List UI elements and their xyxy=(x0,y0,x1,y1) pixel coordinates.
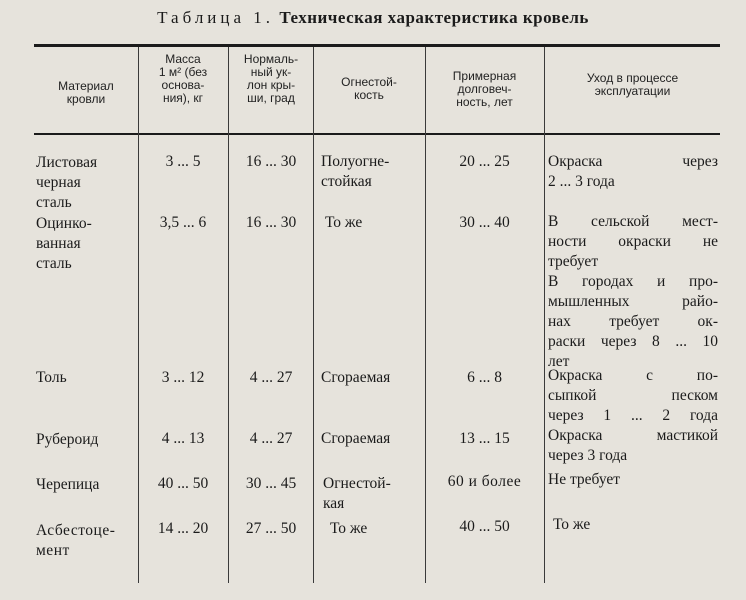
cell-fire: Сгораемая xyxy=(321,430,391,447)
cell-fire: Сгораемая xyxy=(321,369,391,386)
cell-fire: То же xyxy=(330,520,368,537)
table-number: Таблица 1. xyxy=(157,8,275,27)
top-rule xyxy=(34,44,720,47)
column-divider xyxy=(544,47,545,583)
cell-care xyxy=(548,426,718,466)
cell-life: 13 ... 15 xyxy=(459,430,510,447)
column-divider xyxy=(313,47,314,583)
cell-life: 30 ... 40 xyxy=(459,214,510,231)
care-line: Окраска с по- xyxy=(548,367,718,384)
care-line: мышленных райо- xyxy=(548,293,718,310)
care-line: через 3 года xyxy=(548,447,628,464)
care-line: В городах и про- xyxy=(548,273,718,290)
cell-life: 6 ... 8 xyxy=(467,369,502,386)
header-rule xyxy=(34,133,720,135)
cell-care xyxy=(548,470,718,490)
cell-material: Рубероид xyxy=(36,431,99,448)
cell-slope: 16 ... 30 xyxy=(245,153,297,170)
cell-fire: Полуогне- стойкая xyxy=(321,153,390,190)
cell-mass: 40 ... 50 xyxy=(157,475,209,492)
care-line: Окраска через xyxy=(548,153,718,170)
cell-mass: 3 ... 12 xyxy=(161,369,205,386)
cell-mass: 14 ... 20 xyxy=(157,520,209,537)
care-line: нах требует ок- xyxy=(548,313,718,330)
cell-life: 20 ... 25 xyxy=(459,153,510,170)
header-mass: Масса 1 м² (без основа- ния), кг xyxy=(158,52,208,105)
cell-slope: 4 ... 27 xyxy=(249,369,293,386)
cell-slope: 27 ... 50 xyxy=(245,520,297,537)
care-line: То же xyxy=(553,516,591,533)
care-line: Окраска мастикой xyxy=(548,427,718,444)
cell-material: Листовая черная сталь xyxy=(36,154,98,211)
column-divider xyxy=(425,47,426,583)
cell-slope: 30 ... 45 xyxy=(245,475,297,492)
cell-slope: 16 ... 30 xyxy=(245,214,297,231)
care-line: ности окраски не xyxy=(548,233,718,250)
column-divider xyxy=(138,47,139,583)
care-line: 2 ... 3 года xyxy=(548,173,615,190)
cell-care xyxy=(553,515,718,535)
header-care: Уход в процессе эксплуатации xyxy=(586,71,679,98)
care-line: сыпкой песком xyxy=(548,387,718,404)
cell-mass: 4 ... 13 xyxy=(161,430,205,447)
page-title xyxy=(0,8,746,28)
care-line: Не требует xyxy=(548,471,621,488)
cell-material: Толь xyxy=(36,369,67,386)
table-caption: Техническая характеристика кровель xyxy=(279,8,589,27)
cell-care xyxy=(548,366,718,426)
header-material: Материал кровли xyxy=(58,79,114,106)
column-divider xyxy=(228,47,229,583)
cell-care xyxy=(548,152,718,192)
cell-care xyxy=(548,212,718,372)
cell-fire: Огнестой- кая xyxy=(323,475,391,512)
cell-life: 40 ... 50 xyxy=(459,518,510,535)
cell-material: Черепица xyxy=(36,476,100,493)
cell-material: Асбестоце- мент xyxy=(36,522,116,559)
care-line: через 1 ... 2 года xyxy=(548,407,718,424)
header-slope: Нормаль- ный ук- лон кры- ши, град xyxy=(243,52,299,105)
cell-mass: 3,5 ... 6 xyxy=(159,214,207,231)
care-line: требует xyxy=(548,253,599,270)
header-life: Примерная долговеч- ность, лет xyxy=(452,69,517,109)
care-line: В сельской мест- xyxy=(548,213,718,230)
cell-life: 60 и более xyxy=(447,473,522,490)
cell-fire: То же xyxy=(325,214,363,231)
cell-mass: 3 ... 5 xyxy=(165,153,201,170)
care-line: раски через 8 ... 10 xyxy=(548,333,718,350)
header-fire: Огнестой- кость xyxy=(341,75,397,102)
cell-slope: 4 ... 27 xyxy=(249,430,293,447)
care-line: лет xyxy=(548,353,570,370)
cell-material: Оцинко- ванная сталь xyxy=(36,215,92,272)
